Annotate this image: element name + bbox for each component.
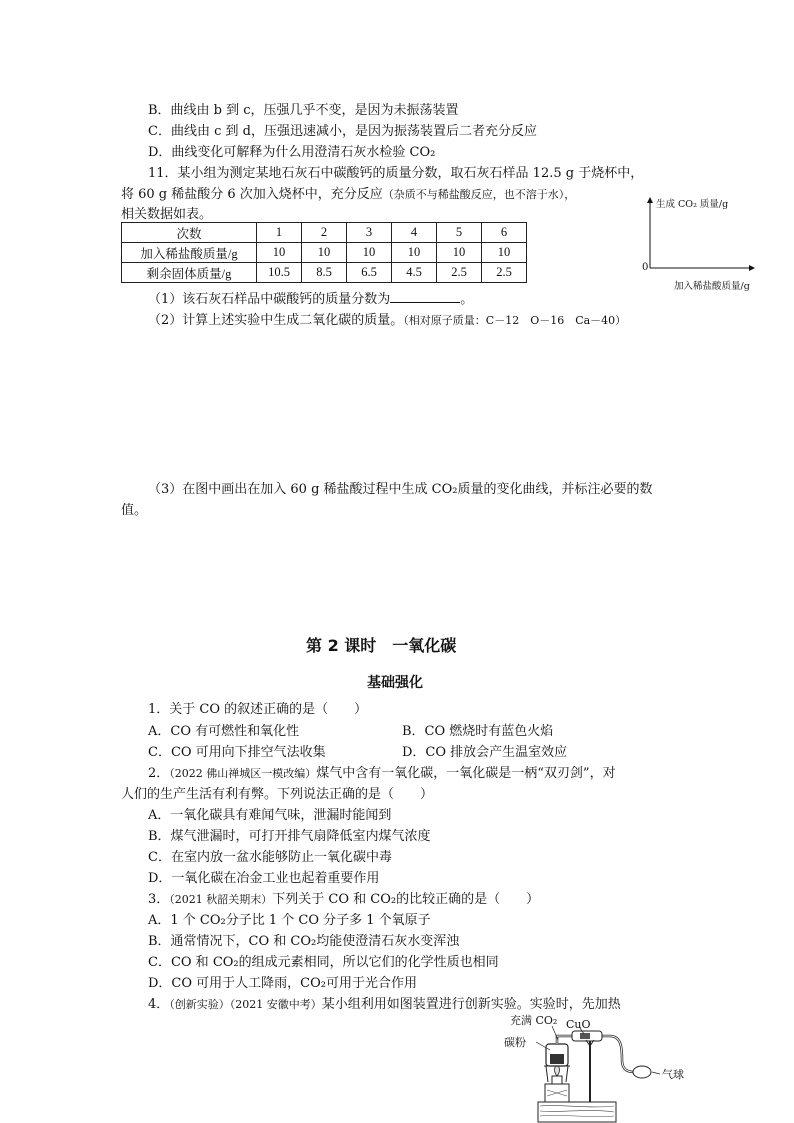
q1-option-d: D．CO 排放会产生温室效应 xyxy=(402,745,568,760)
fig-label-co2: 充满 CO₂ xyxy=(510,1014,558,1027)
table-cell: 3 xyxy=(347,223,392,243)
fig-label-cuo: CuO xyxy=(566,1018,591,1031)
answer-blank[interactable] xyxy=(390,290,460,303)
q2-option-b: B．煤气泄漏时，可打开排气扇降低室内煤气浓度 xyxy=(148,829,431,844)
q1-option-c: C．CO 可用向下排空气法收集 xyxy=(148,745,326,760)
q1-option-b: B．CO 燃烧时有蓝色火焰 xyxy=(402,724,554,739)
q10-option-c: C．曲线由 c 到 d，压强迅速减小，是因为振荡装置后二者充分反应 xyxy=(148,124,537,139)
table-cell: 6 xyxy=(482,223,527,243)
table-cell: 10 xyxy=(302,243,347,263)
graph-y-label: 生成 CO₂ 质量/g xyxy=(656,199,729,210)
q4-source: （创新实验）（2021 安徽中考） xyxy=(169,998,322,1011)
table-cell: 加入稀盐酸质量/g xyxy=(122,243,257,263)
table-cell: 4 xyxy=(392,223,437,243)
fig-label-carbon: 碳粉 xyxy=(504,1036,526,1049)
q2-stem-cont: 人们的生产生活有利有弊。下列说法正确的是（ ） xyxy=(121,787,434,802)
q11-data-table xyxy=(121,222,527,283)
wood-base xyxy=(538,1102,616,1122)
q2-option-c: C．在室内放一盆水能够防止一氧化碳中毒 xyxy=(148,850,392,865)
table-cell: 2 xyxy=(302,223,347,243)
section-title: 第 2 课时 一氧化碳 xyxy=(306,636,457,655)
table-cell: 5 xyxy=(437,223,482,243)
q11-stem-line2: 将 60 g 稀盐酸分 6 次加入烧杯中，充分反应（杂质不与稀盐酸反应，也不溶于水）， xyxy=(121,187,576,202)
q3-option-a: A．1 个 CO₂分子比 1 个 CO 分子多 1 个氧原子 xyxy=(148,913,431,928)
table-row xyxy=(122,243,527,263)
table-cell: 10 xyxy=(437,243,482,263)
table-cell: 6.5 xyxy=(347,263,392,283)
table-cell: 2.5 xyxy=(437,263,482,283)
q4-stem: 4．（创新实验）（2021 安徽中考）某小组利用如图装置进行创新实验。实验时，先加热 xyxy=(148,997,621,1012)
table-cell: 10 xyxy=(392,243,437,263)
balloon-icon xyxy=(633,1066,651,1078)
q2-option-a: A．一氧化碳具有难闻气味，泄漏时能闻到 xyxy=(148,808,392,823)
q1-option-a: A．CO 有可燃性和氧化性 xyxy=(148,724,300,739)
table-row xyxy=(122,223,527,243)
q11-stem-line3: 相关数据如表。 xyxy=(121,207,213,222)
q3-option-b: B．通常情况下，CO 和 CO₂均能使澄清石灰水变浑浊 xyxy=(148,934,460,949)
table-cell: 次数 xyxy=(122,223,257,243)
q10-option-d: D．曲线变化可解释为什么用澄清石灰水检验 CO₂ xyxy=(148,145,436,160)
q2-stem: 2．（2022 佛山禅城区一模改编）煤气中含有一氧化碳，一氧化碳是一柄“双刃剑”，对 xyxy=(148,766,616,781)
table-cell: 10 xyxy=(347,243,392,263)
q11-note: （杂质不与稀盐酸反应，也不溶于水）， xyxy=(382,188,576,201)
table-cell: 10 xyxy=(257,243,302,263)
q11-sub2-note: （相对原子质量：C－12 O－16 Ca－40） xyxy=(403,314,627,327)
table-cell: 2.5 xyxy=(482,263,527,283)
q3-source: （2021 秋韶关期末） xyxy=(169,893,273,906)
table-cell: 剩余固体质量/g xyxy=(122,263,257,283)
section-subtitle: 基础强化 xyxy=(367,675,423,691)
table-cell: 8.5 xyxy=(302,263,347,283)
q1-stem: 1．关于 CO 的叙述正确的是（ ） xyxy=(148,702,368,717)
q2-option-d: D．一氧化碳在冶金工业也起着重要作用 xyxy=(148,871,380,886)
graph-x-label: 加入稀盐酸质量/g xyxy=(674,281,750,292)
fig-label-balloon: 气球 xyxy=(662,1068,684,1081)
q11-sub3-line2: 值。 xyxy=(121,503,148,518)
q11-stem-line1: 11．某小组为测定某地石灰石中碳酸钙的质量分数，取石灰石样品 12.5 g 于烧杯中， xyxy=(148,166,644,181)
table-cell: 1 xyxy=(257,223,302,243)
table-cell: 10.5 xyxy=(257,263,302,283)
graph-origin: 0 xyxy=(642,262,649,273)
q10-option-b: B．曲线由 b 到 c，压强几乎不变，是因为未振荡装置 xyxy=(148,103,459,118)
q3-stem: 3．（2021 秋韶关期末）下列关于 CO 和 CO₂的比较正确的是（ ） xyxy=(148,892,540,907)
table-cell: 4.5 xyxy=(392,263,437,283)
q2-source: （2022 佛山禅城区一模改编） xyxy=(169,767,317,780)
q11-sub2: （2）计算上述实验中生成二氧化碳的质量。（相对原子质量：C－12 O－16 Ca－40） xyxy=(148,313,627,328)
q3-option-d: D．CO 可用于人工降雨，CO₂可用于光合作用 xyxy=(148,976,417,991)
table-cell: 10 xyxy=(482,243,527,263)
table-row xyxy=(122,263,527,283)
q3-option-c: C．CO 和 CO₂的组成元素相同，所以它们的化学性质也相同 xyxy=(148,955,499,970)
q11-sub3-line1: （3）在图中画出在加入 60 g 稀盐酸过程中生成 CO₂质量的变化曲线，并标注必要的数 xyxy=(148,482,653,497)
q11-sub1: （1）该石灰石样品中碳酸钙的质量分数为 。 xyxy=(148,292,474,307)
